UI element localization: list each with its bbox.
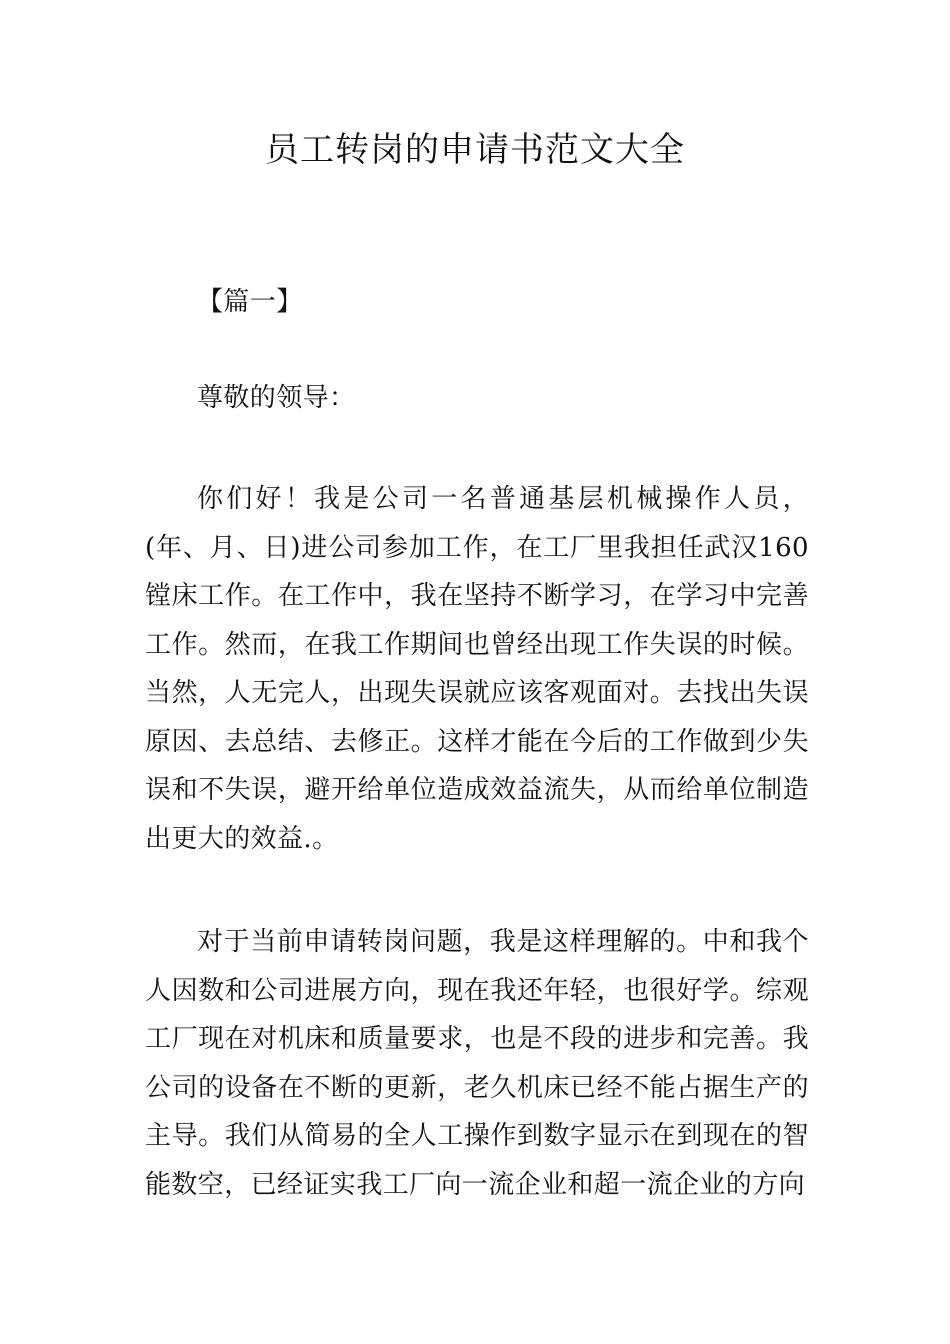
document-title: 员工转岗的申请书范文大全 bbox=[265, 130, 685, 170]
salutation: 尊敬的领导： bbox=[197, 383, 356, 413]
section-heading: 【篇一】 bbox=[197, 287, 303, 317]
paragraph-2: 对于当前申请转岗问题，我是这样理解的。中和我个人因数和公司进展方向，现在我还年轻，也很好学。综观工厂现在对机床和质量要求，也是不段的进步和完善。我公司的设备在不断的更新，老久机床已经不能占据生产的主导。我们从简易的全人工操作到数字显示在到现在的智能数空，已经证实我工厂向一流企业和超一流企业的方向 bbox=[145, 927, 809, 1200]
paragraph-1: 你们好！我是公司一名普通基层机械操作人员，(年、月、日)进公司参加工作，在工厂里我担任武汉160镗床工作。在工作中，我在坚持不断学习，在学习中完善工作。然而，在我工作期间也曾经出现工作失误的时候。当然，人无完人，出现失误就应该客观面对。去找出失误原因、去总结、去修正。这样才能在今后的工作做到少失误和不失误，避开给单位造成效益流失，从而给单位制造出更大的效益.。 bbox=[145, 484, 809, 854]
